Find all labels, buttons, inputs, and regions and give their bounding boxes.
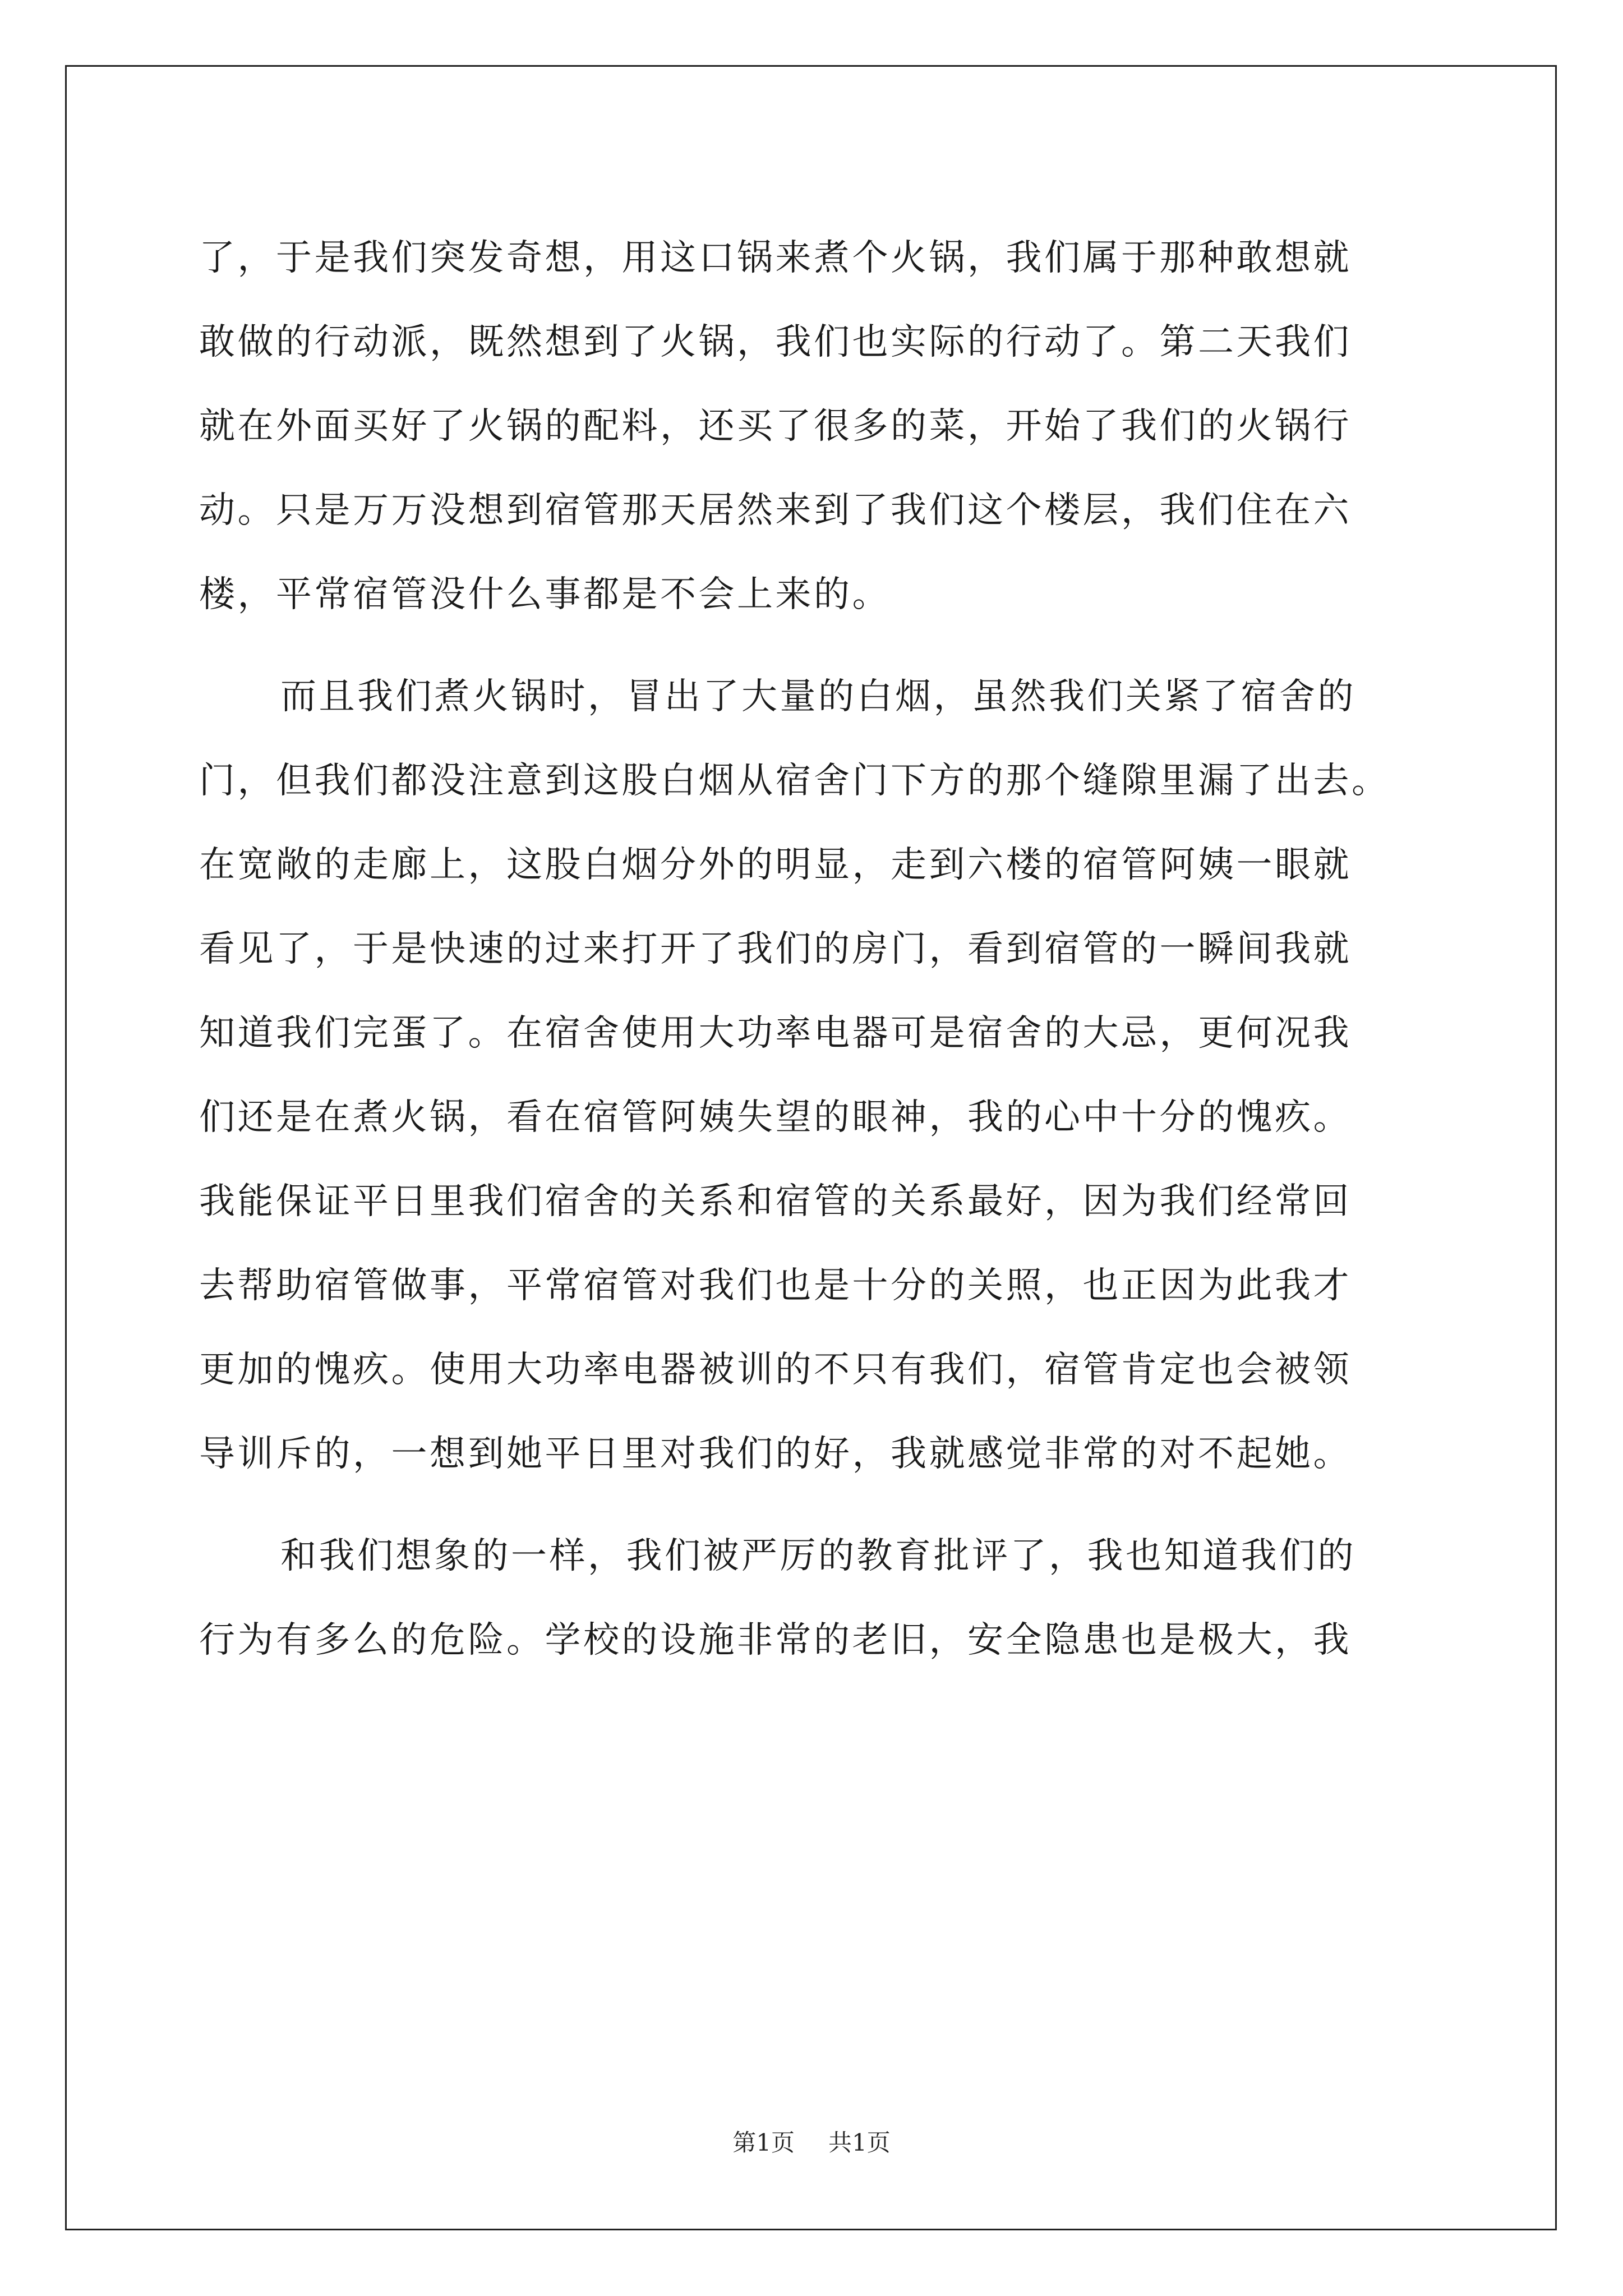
text-line: 在宽敞的走廊上，这股白烟分外的明显，走到六楼的宿管阿姨一眼就 [199,844,1352,886]
text-line: 更加的愧疚。使用大功率电器被训的不只有我们，宿管肯定也会被领 [199,1349,1352,1391]
text-line: 就在外面买好了火锅的配料，还买了很多的菜，开始了我们的火锅行 [199,406,1352,447]
text-line: 了，于是我们突发奇想，用这口锅来煮个火锅，我们属于那种敢想就 [199,237,1352,279]
text-line: 知道我们完蛋了。在宿舍使用大功率电器可是宿舍的大忌，更何况我 [199,1013,1352,1054]
text-line: 门，但我们都没注意到这股白烟从宿舍门下方的那个缝隙里漏了出去。 [199,760,1390,802]
page-number-current: 第1页 [732,2129,795,2156]
paragraph-start-line: 而且我们煮火锅时，冒出了大量的白烟，虽然我们关紧了宿舍的 [280,676,1356,717]
text-line: 去帮助宿管做事，平常宿管对我们也是十分的关照，也正因为此我才 [199,1265,1352,1306]
text-line: 我能保证平日里我们宿舍的关系和宿管的关系最好，因为我们经常回 [199,1181,1352,1222]
text-line: 行为有多么的危险。学校的设施非常的老旧，安全隐患也是极大，我 [199,1619,1352,1661]
text-line: 看见了，于是快速的过来打开了我们的房门，看到宿管的一瞬间我就 [199,928,1352,970]
text-line: 动。只是万万没想到宿管那天居然来到了我们这个楼层，我们住在六 [199,490,1352,531]
document-body [199,216,1438,1682]
text-line: 导训斥的，一想到她平日里对我们的好，我就感觉非常的对不起她。 [199,1433,1352,1475]
text-line: 们还是在煮火锅，看在宿管阿姨失望的眼神，我的心中十分的愧疚。 [199,1097,1352,1138]
page-footer [0,2126,1623,2160]
paragraph-start-line: 和我们想象的一样，我们被严厉的教育批评了，我也知道我们的 [280,1535,1356,1577]
text-line: 楼，平常宿管没什么事都是不会上来的。 [199,574,891,615]
text-line: 敢做的行动派，既然想到了火锅，我们也实际的行动了。第二天我们 [199,321,1352,363]
page-number-total: 共1页 [828,2129,891,2156]
